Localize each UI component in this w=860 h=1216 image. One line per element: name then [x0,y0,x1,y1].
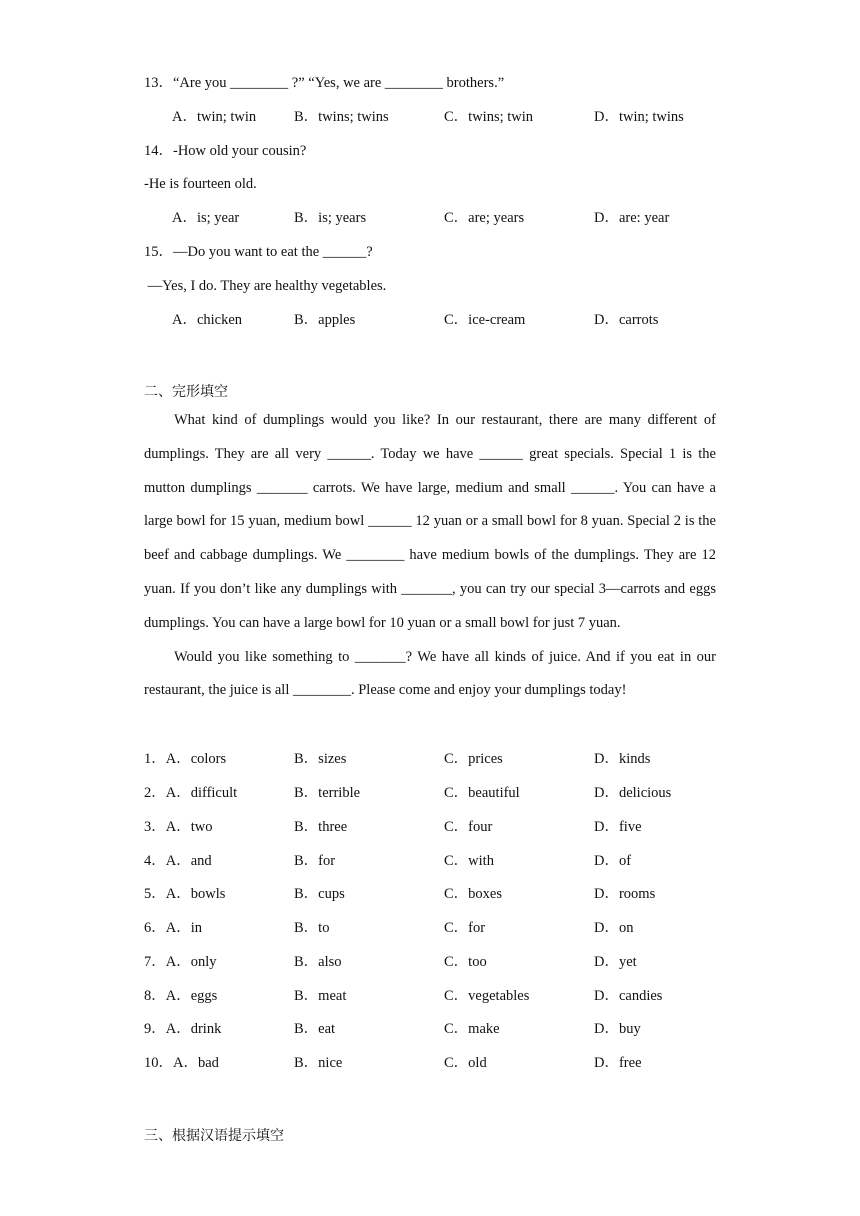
option-b: B．nice [294,1055,343,1071]
option-c: C．old [444,1055,487,1071]
option-d: D．on [594,920,634,936]
question-15-line2: —Yes, I do. They are healthy vegetables. [144,278,387,294]
option-d: D．twin; twins [594,109,684,125]
passage-paragraph-1: What kind of dumplings would you like? In our restaurant, there are many different of dumplings. They are all very ______. Today we have ______ great specials. Special 1 is the mutton dumplings _______ carrots. We have large, medium and small ______. You can have a large bowl for 15 yuan, medium bowl ______ 12 yuan or a small bowl for 8 yuan. Special 2 is the beef and cabbage dumplings. We ________ have medium bowls of the dumplings. They are 12 yuan. If you don’t like any dumplings with _______, you can try our special 3—carrots and eggs dumplings. You can have a large bowl for 10 yuan or a small bowl for just 7 yuan. [144,412,716,631]
option-d: D．five [594,819,642,835]
cloze-question-6 [0,918,860,938]
option-c: C．vegetables [444,988,530,1004]
option-c: C．too [444,954,487,970]
option-b: B．also [294,954,342,970]
option-d: D．are: year [594,210,670,226]
option-c: C．are; years [444,210,525,226]
cloze-question-2 [0,783,860,803]
section-heading-fill-in: 三、根据汉语提示填空 [144,1128,284,1144]
option-b: B．terrible [294,785,361,801]
option-d: D．candies [594,988,663,1004]
option-a: 1．A．colors [144,751,227,767]
option-b: B．meat [294,988,347,1004]
cloze-question-7 [0,952,860,972]
question-14-line2: -He is fourteen old. [144,176,257,192]
cloze-question-3 [0,817,860,837]
question-13-options [0,107,860,127]
option-a: 8．A．eggs [144,988,218,1004]
cloze-question-9 [0,1019,860,1039]
option-c: C．beautiful [444,785,520,801]
option-d: D．rooms [594,886,656,902]
section-heading-cloze: 二、完形填空 [144,384,228,400]
option-b: B．is; years [294,210,367,226]
option-d: D．carrots [594,312,659,328]
option-d: D．delicious [594,785,672,801]
option-c: C．boxes [444,886,502,902]
question-13-stem: 13．“Are you ________ ?” “Yes, we are ________ brothers.” [144,75,505,91]
option-c: C．four [444,819,493,835]
option-d: D．kinds [594,751,651,767]
option-d: D．free [594,1055,642,1071]
option-a: 7．A．only [144,954,217,970]
cloze-question-1 [0,749,860,769]
cloze-question-5 [0,884,860,904]
option-c: C．ice-cream [444,312,526,328]
option-d: D．buy [594,1021,641,1037]
option-a: 9．A．drink [144,1021,222,1037]
cloze-passage [144,404,716,708]
option-d: D．of [594,853,632,869]
question-15-stem: 15．—Do you want to eat the ______? [144,244,373,260]
option-b: B．cups [294,886,345,902]
option-a: A．twin; twin [172,109,257,125]
option-b: B．to [294,920,330,936]
option-b: B．for [294,853,336,869]
option-a: 10．A．bad [144,1055,219,1071]
option-d: D．yet [594,954,637,970]
option-a: 3．A．two [144,819,213,835]
option-a: 5．A．bowls [144,886,226,902]
option-a: 4．A．and [144,853,212,869]
passage-paragraph-2: Would you like something to _______? We have all kinds of juice. And if you eat in our restaurant, the juice is all ________. Please come and enjoy your dumplings today! [144,648,716,699]
option-b: B．eat [294,1021,336,1037]
question-15-options [0,310,860,330]
option-b: B．three [294,819,348,835]
option-a: 6．A．in [144,920,202,936]
option-c: C．make [444,1021,500,1037]
option-c: C．with [444,853,494,869]
option-c: C．prices [444,751,503,767]
option-b: B．apples [294,312,356,328]
option-c: C．twins; twin [444,109,534,125]
cloze-question-10 [0,1053,860,1073]
cloze-question-8 [0,986,860,1006]
option-c: C．for [444,920,486,936]
question-14-options [0,208,860,228]
option-a: 2．A．difficult [144,785,238,801]
question-14-stem: 14．-How old your cousin? [144,143,307,159]
option-a: A．is; year [172,210,240,226]
cloze-question-4 [0,851,860,871]
option-a: A．chicken [172,312,243,328]
option-b: B．twins; twins [294,109,389,125]
option-b: B．sizes [294,751,347,767]
